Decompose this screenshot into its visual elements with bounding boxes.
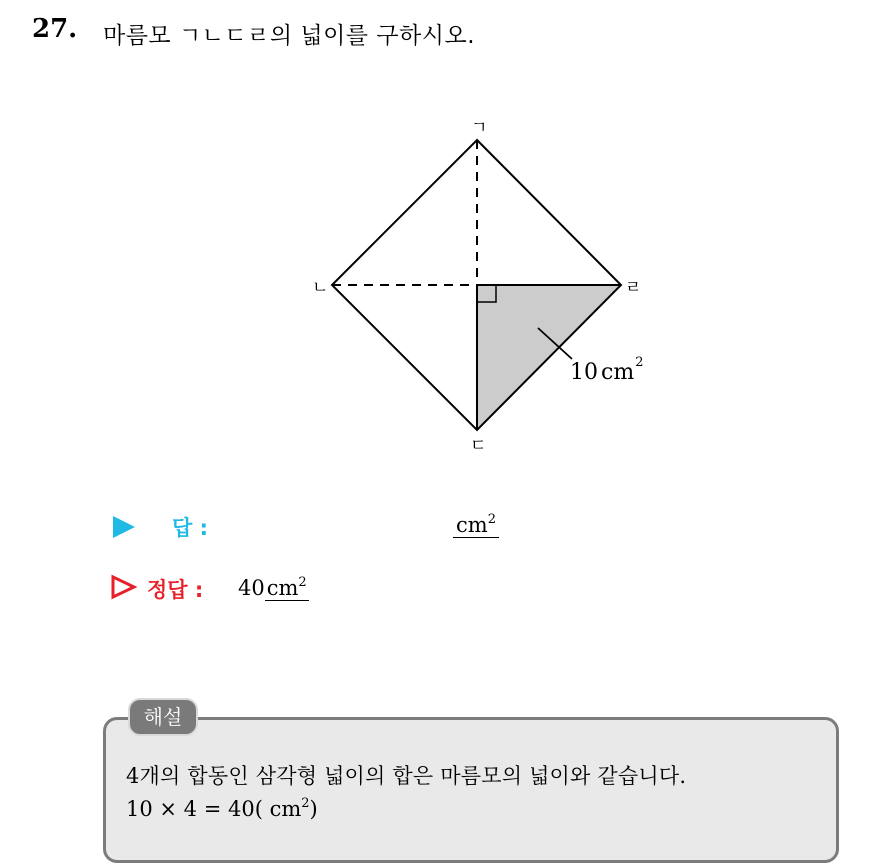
explanation-line-2-suffix: ) bbox=[309, 797, 318, 821]
answer-unit: cm bbox=[456, 513, 488, 537]
correct-unit-exp: 2 bbox=[298, 575, 307, 590]
answer-blank-unit[interactable] bbox=[453, 513, 499, 538]
question-number: 27. bbox=[32, 14, 78, 44]
explanation-line-1: 4개의 합동인 삼각형 넓이의 합은 마름모의 넓이와 같습니다. bbox=[126, 764, 687, 788]
correct-unit: cm bbox=[266, 576, 299, 600]
vertex-bottom-label: ㄷ bbox=[470, 436, 487, 456]
area-exp: 2 bbox=[635, 355, 644, 370]
vertex-left-label: ㄴ bbox=[312, 278, 329, 298]
area-label bbox=[570, 355, 643, 385]
area-value: 10 bbox=[570, 360, 598, 385]
correct-answer-value bbox=[238, 576, 309, 600]
vertex-top-label: ㄱ bbox=[471, 118, 488, 138]
correct-value: 40 bbox=[238, 576, 265, 600]
correct-unit-wrap bbox=[265, 576, 309, 601]
area-unit: cm bbox=[601, 360, 635, 385]
correct-arrow-icon bbox=[110, 574, 138, 600]
explanation-line-2 bbox=[126, 797, 318, 821]
vertex-right-label: ㄹ bbox=[625, 278, 642, 298]
explanation-tab: 해설 bbox=[128, 698, 198, 736]
question-text: 마름모 ㄱㄴㄷㄹ의 넓이를 구하시오. bbox=[103, 23, 476, 49]
explanation-line-2-prefix: 10 × 4 = 40( cm bbox=[126, 797, 302, 821]
answer-arrow-icon bbox=[113, 516, 135, 538]
answer-unit-exp: 2 bbox=[487, 512, 496, 527]
explanation-line-2-exp: 2 bbox=[301, 796, 310, 811]
answer-label: 답 : bbox=[172, 516, 208, 540]
explanation-box bbox=[103, 717, 839, 863]
correct-answer-label: 정답 : bbox=[147, 578, 204, 602]
